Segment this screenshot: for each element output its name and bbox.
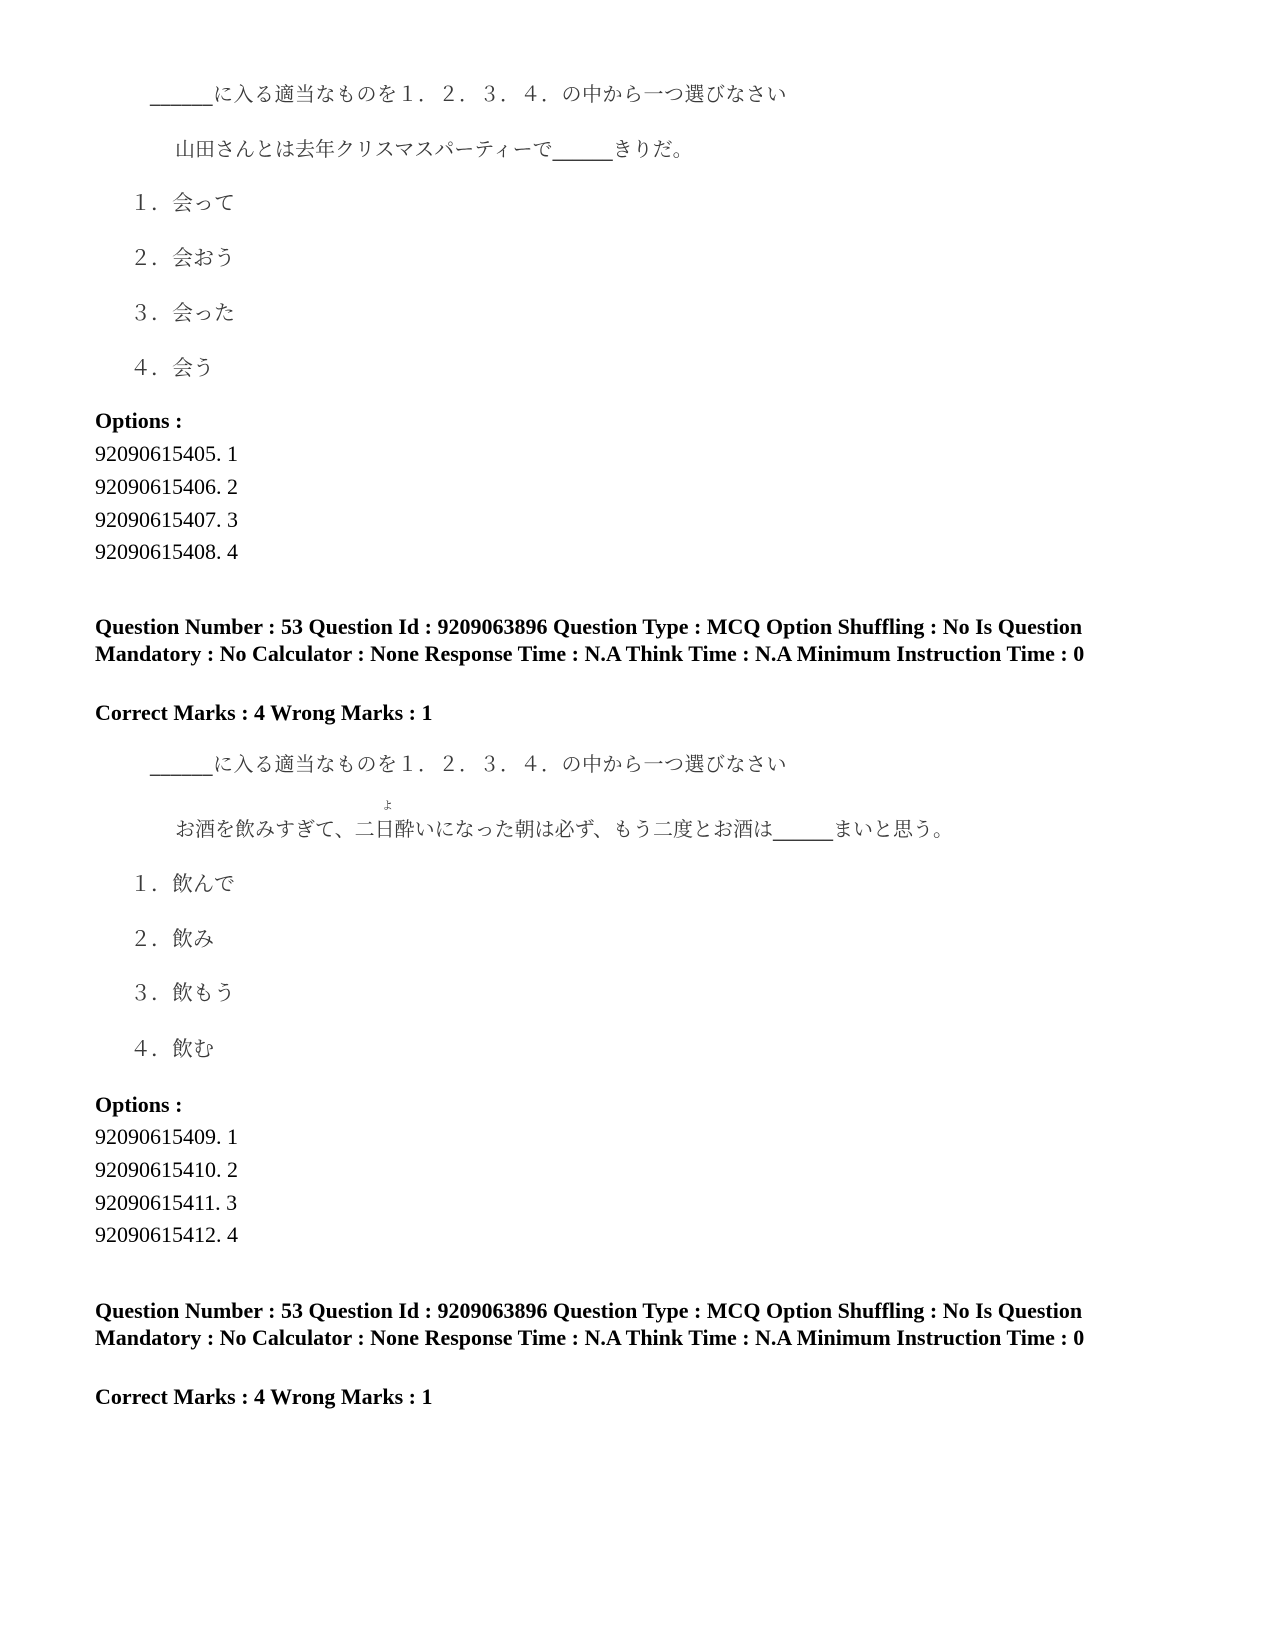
options-heading: Options :: [95, 408, 183, 433]
choice-1: １．会って: [130, 191, 235, 215]
choice-2: ２．飲み: [130, 927, 214, 951]
choice-4: ４．飲む: [130, 1037, 214, 1061]
question-sentence: お酒を飲みすぎて、二日酔いになった朝は必ず、もう二度とお酒は______まいと思う。: [175, 817, 953, 841]
choice-3: ３．飲もう: [130, 981, 235, 1005]
option-id-3: 92090615411. 3: [95, 1190, 238, 1215]
option-id-4: 92090615408. 4: [95, 539, 238, 564]
option-id-4: 92090615412. 4: [95, 1222, 238, 1247]
marks-line: Correct Marks : 4 Wrong Marks : 1: [95, 1384, 433, 1409]
choice-1: １．飲んで: [130, 872, 235, 896]
choice-2: ２．会おう: [130, 246, 235, 270]
question-instruction: ______に入る適当なものを１．２．３．４．の中から一つ選びなさい: [150, 82, 787, 106]
choice-4: ４．会う: [130, 356, 214, 380]
option-id-1: 92090615409. 1: [95, 1124, 238, 1149]
choice-3: ３．会った: [130, 301, 235, 325]
question-sentence: 山田さんとは去年クリスマスパーティーで______きりだ。: [175, 137, 693, 161]
option-id-2: 92090615410. 2: [95, 1157, 238, 1182]
option-id-3: 92090615407. 3: [95, 507, 238, 532]
question-instruction: ______に入る適当なものを１．２．３．４．の中から一つ選びなさい: [150, 752, 787, 776]
option-id-1: 92090615405. 1: [95, 441, 238, 466]
question-meta: Question Number : 53 Question Id : 9209063896 Question Type : MCQ Option Shuffling : No Is Question Mandatory : No Calculator : None Response Time : N.A Think Time : N.A Minimum Instruction Time : 0: [95, 1298, 1085, 1350]
marks-line: Correct Marks : 4 Wrong Marks : 1: [95, 700, 433, 725]
question-meta: Question Number : 53 Question Id : 9209063896 Question Type : MCQ Option Shuffling : No Is Question Mandatory : No Calculator : None Response Time : N.A Think Time : N.A Minimum Instruction Time : 0: [95, 614, 1085, 666]
options-heading: Options :: [95, 1092, 183, 1117]
option-id-2: 92090615406. 2: [95, 474, 238, 499]
furigana: よ: [382, 799, 393, 812]
